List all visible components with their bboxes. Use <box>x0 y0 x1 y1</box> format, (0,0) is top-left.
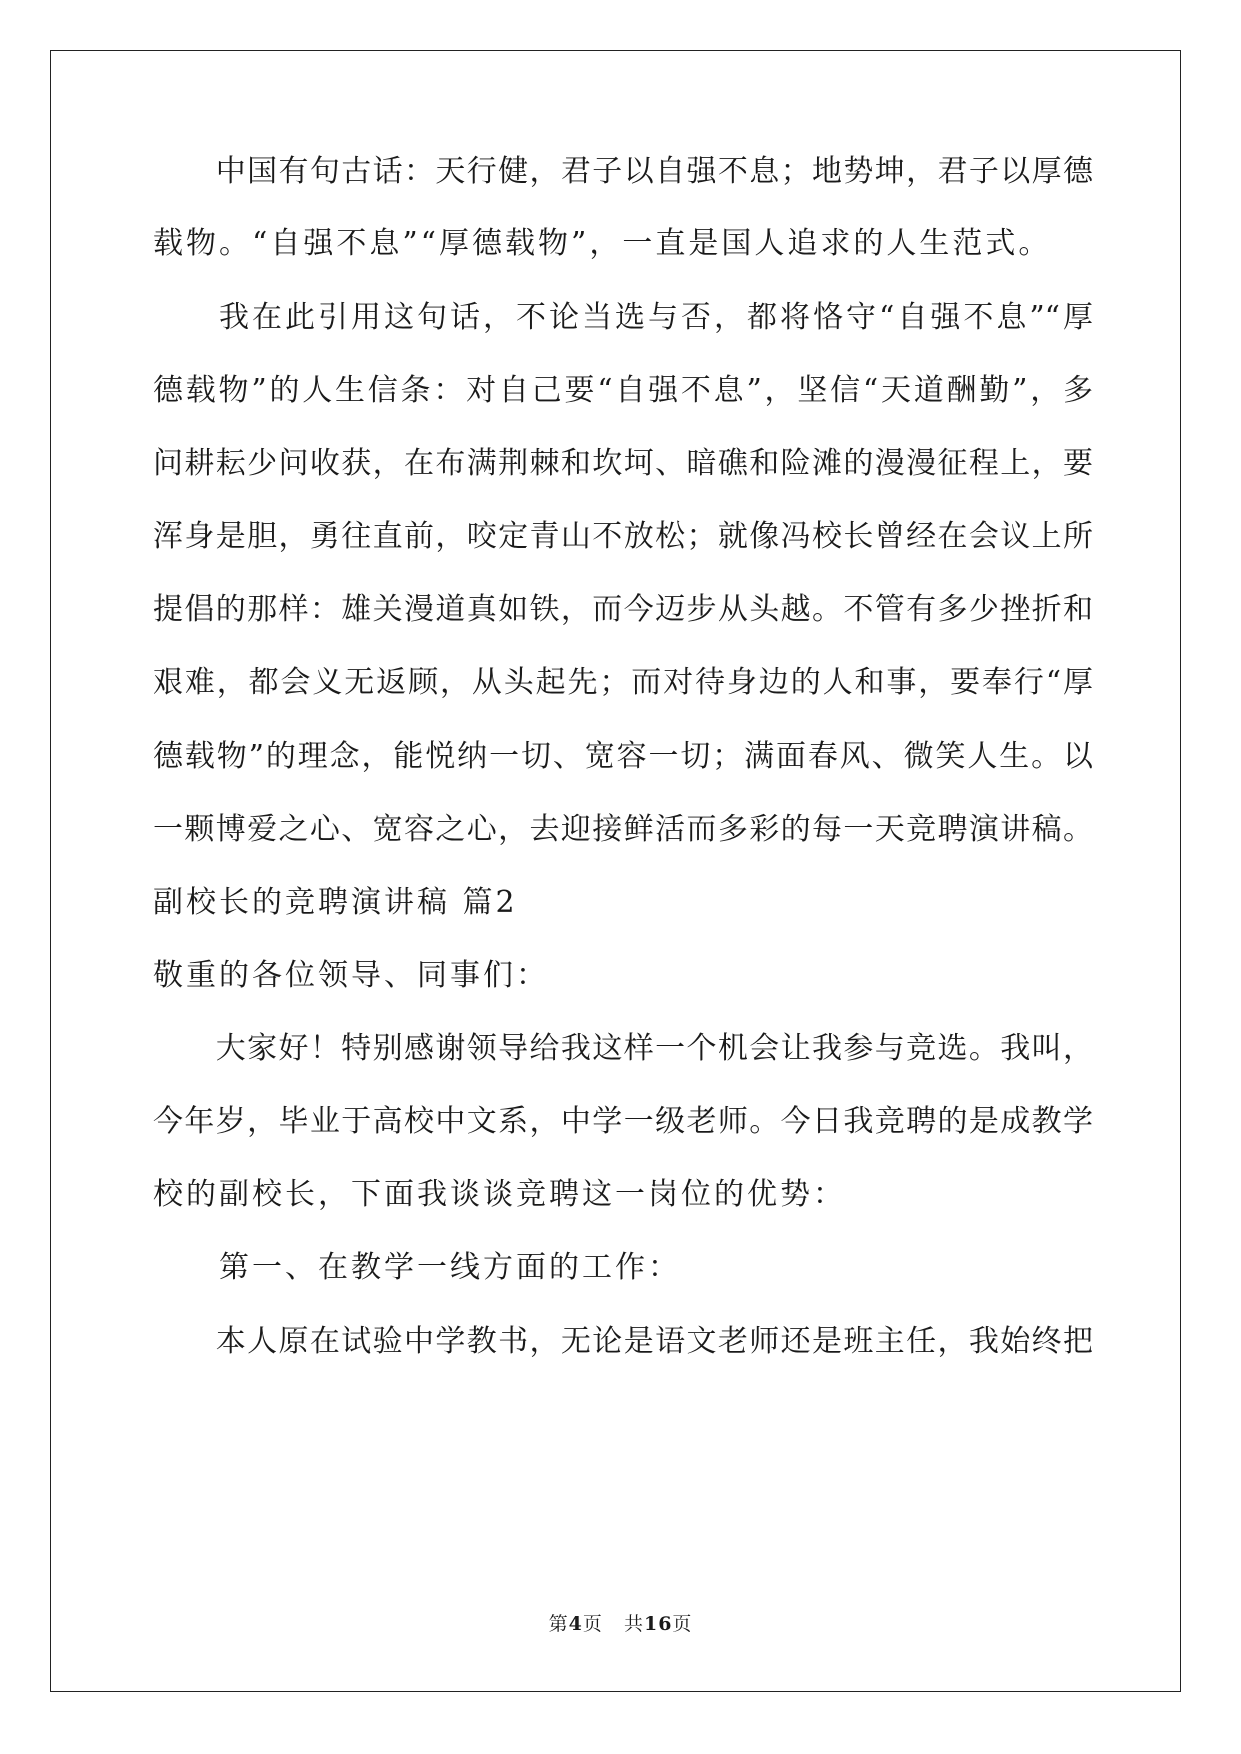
page-border <box>50 50 1181 1692</box>
text-line: 中国有句古话：天行健，君子以自强不息；地势坤，君子以厚德 <box>153 154 1093 189</box>
salutation: 敬重的各位领导、同事们： <box>153 958 549 993</box>
page-number: 4 <box>568 1613 583 1635</box>
total-prefix: 共 <box>623 1613 644 1635</box>
page-prefix: 第 <box>548 1613 569 1635</box>
text-line: 第一、在教学一线方面的工作： <box>153 1250 681 1285</box>
text-line: 今年岁，毕业于高校中文系，中学一级老师。今日我竞聘的是成教学 <box>153 1104 1093 1139</box>
text-line: 大家好！特别感谢领导给我这样一个机会让我参与竞选。我叫， <box>153 1031 1093 1066</box>
text-line: 我在此引用这句话，不论当选与否，都将恪守“自强不息”“厚 <box>153 300 1093 335</box>
text-line: 浑身是胆，勇往直前，咬定青山不放松；就像冯校长曾经在会议上所 <box>153 519 1093 554</box>
text-line: 提倡的那样：雄关漫道真如铁，而今迈步从头越。不管有多少挫折和 <box>153 592 1093 627</box>
text-line: 校的副校长，下面我谈谈竞聘这一岗位的优势： <box>153 1177 846 1212</box>
text-line: 载物。“自强不息”“厚德载物”，一直是国人追求的人生范式。 <box>153 226 1052 261</box>
text-line: 问耕耘少问收获，在布满荆棘和坎坷、暗礁和险滩的漫漫征程上，要 <box>153 446 1093 481</box>
text-line: 本人原在试验中学教书，无论是语文老师还是班主任，我始终把 <box>153 1324 1093 1359</box>
section-heading: 副校长的竞聘演讲稿 篇2 <box>153 885 518 920</box>
total-suffix: 页 <box>672 1613 693 1635</box>
page-suffix: 页 <box>582 1613 603 1635</box>
text-line: 德载物”的理念，能悦纳一切、宽容一切；满面春风、微笑人生。以 <box>153 739 1093 774</box>
page-footer <box>0 1612 1241 1636</box>
total-pages: 16 <box>643 1613 673 1635</box>
text-line: 一颗博爱之心、宽容之心，去迎接鲜活而多彩的每一天竞聘演讲稿。 <box>153 812 1093 847</box>
text-line: 德载物”的人生信条：对自己要“自强不息”，坚信“天道酬勤”，多 <box>153 373 1093 408</box>
text-line: 艰难，都会义无返顾，从头起先；而对待身边的人和事，要奉行“厚 <box>153 665 1093 700</box>
